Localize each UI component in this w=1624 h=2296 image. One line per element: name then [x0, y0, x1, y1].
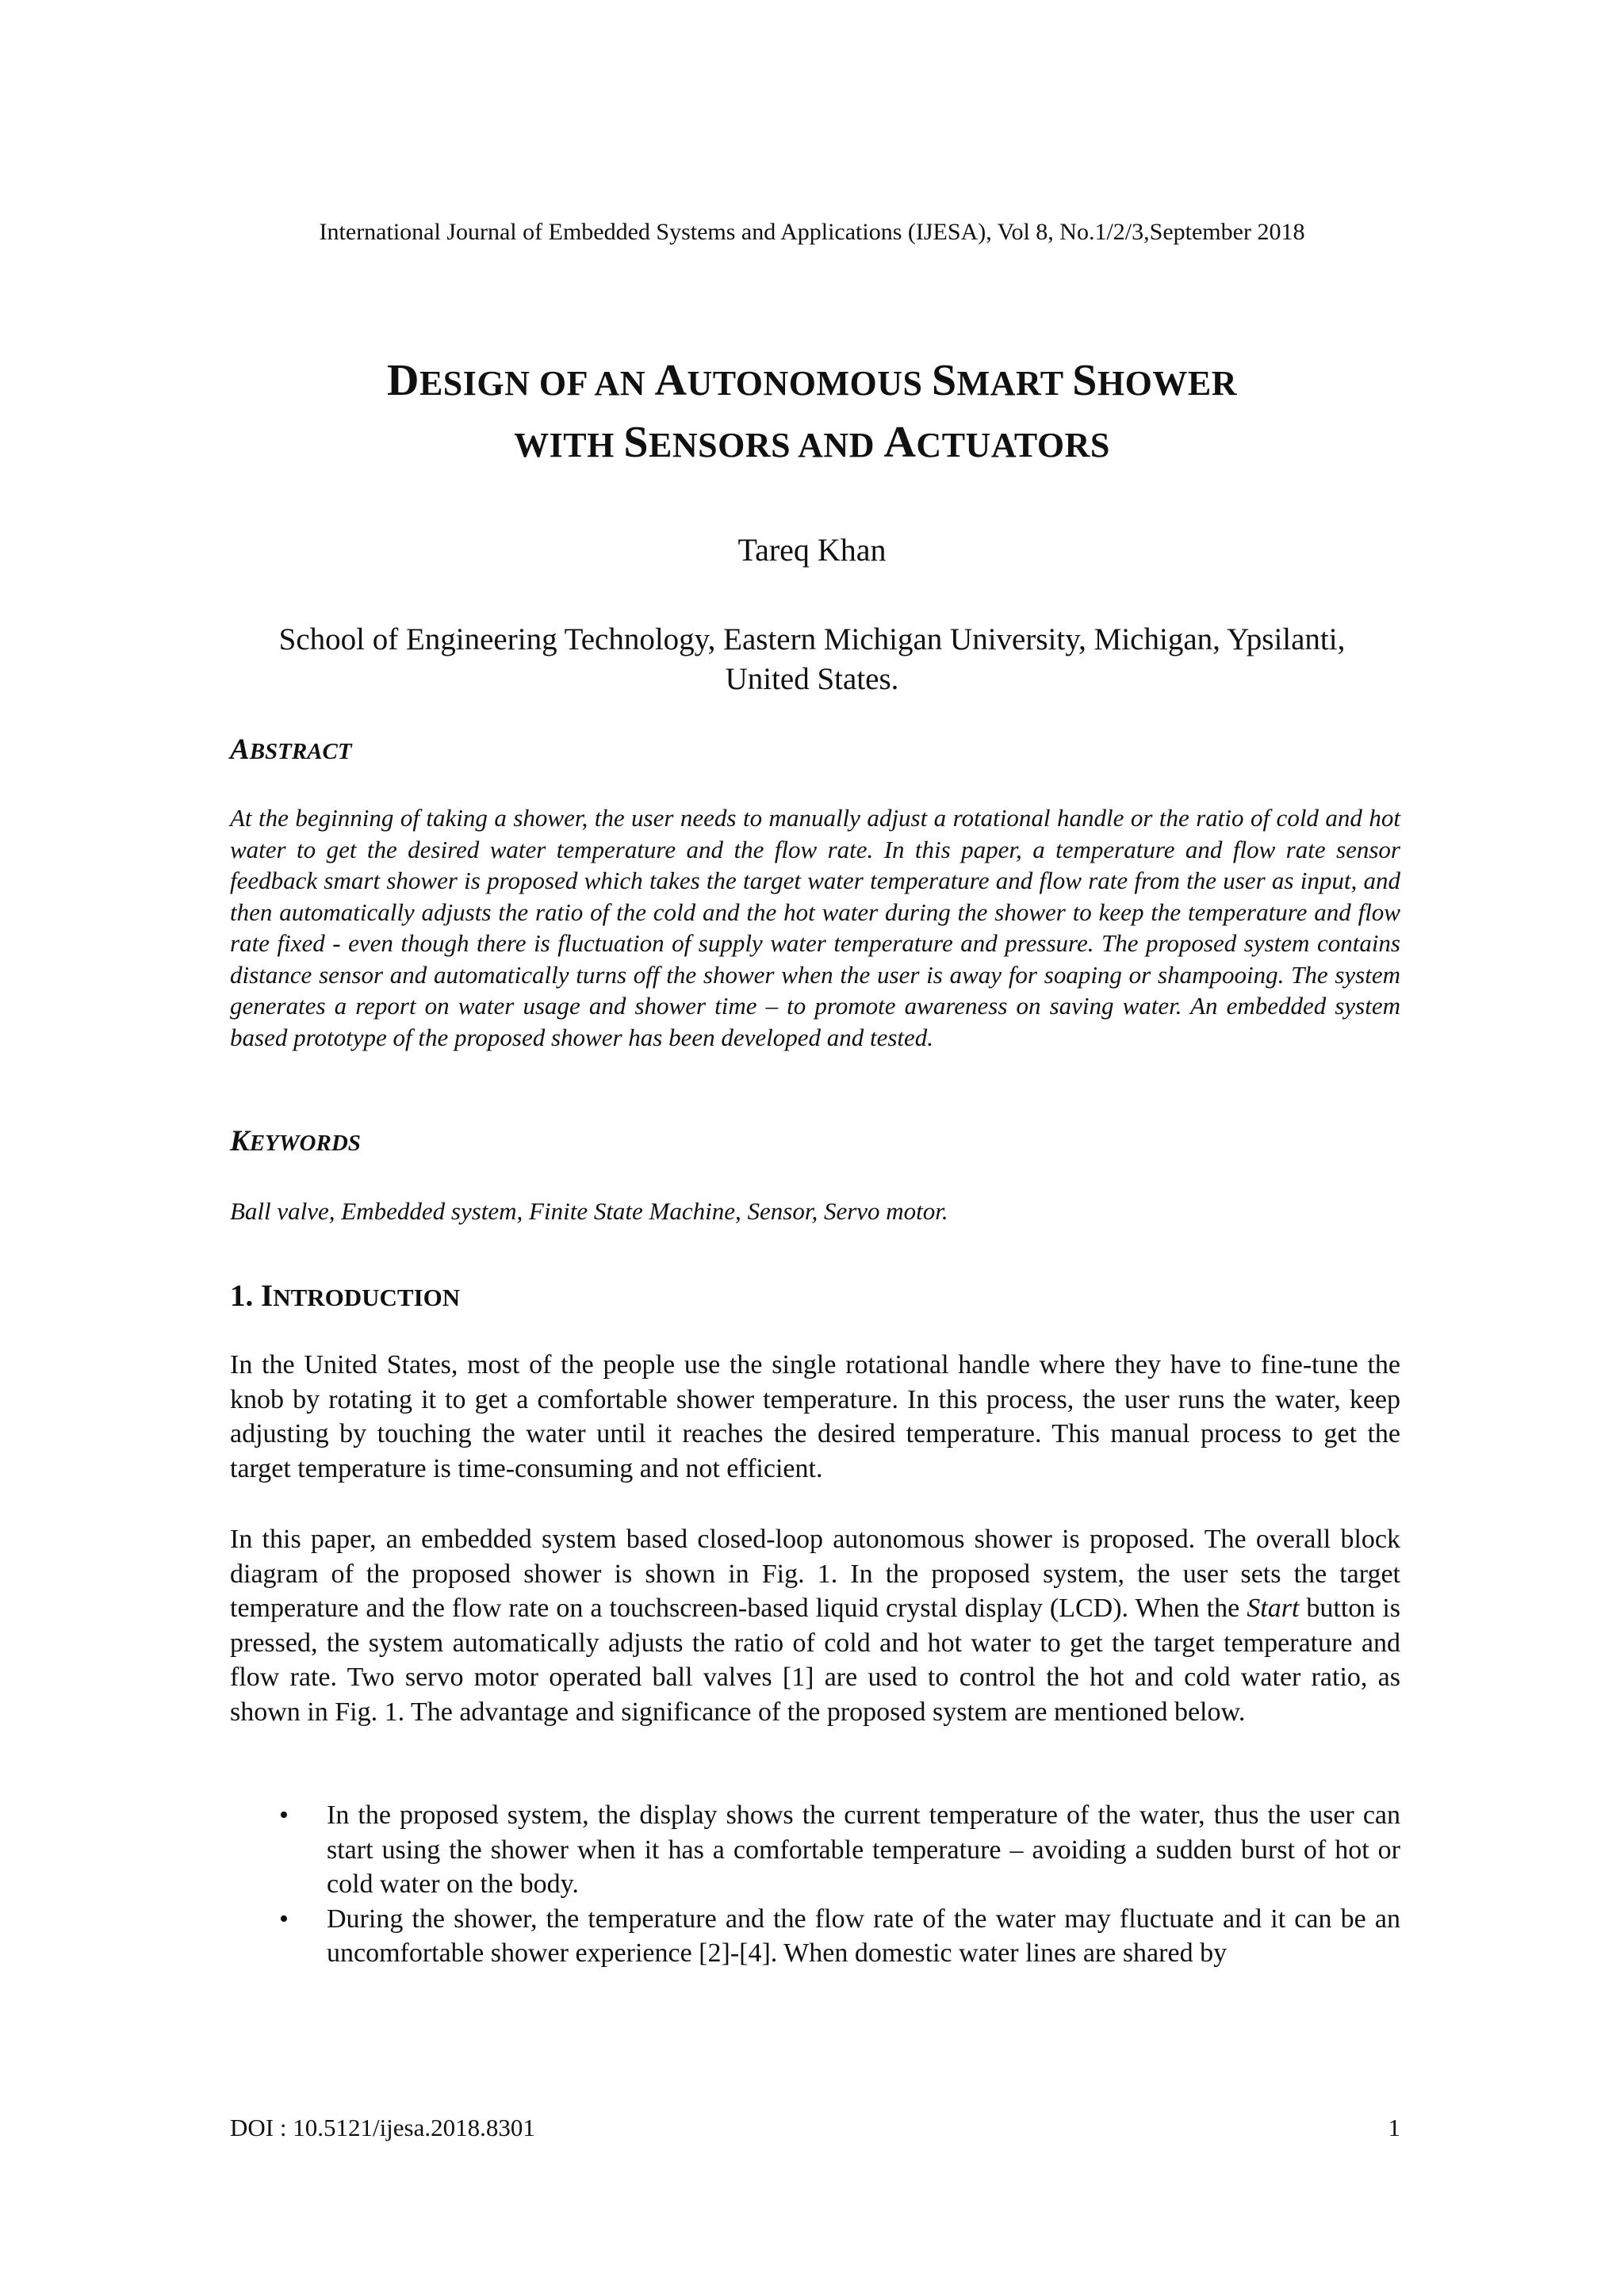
footer-doi: DOI : 10.5121/ijesa.2018.8301 — [230, 2114, 535, 2141]
abstract-heading: ABSTRACT — [230, 733, 352, 766]
bullet-icon: • — [279, 1904, 289, 1934]
title-word-2: AUTONOMOUS — [654, 356, 933, 405]
list-item: • In the proposed system, the display shows the current temperature of the water, thus the user can start using the shower when it has a comfortable temperature – avoiding a sudden burst of hot or cold water on the body. — [230, 1798, 1400, 1902]
title-word-7: ACTUATORS — [883, 418, 1110, 467]
author-affiliation: School of Engineering Technology, Eastern Michigan University, Michigan, Ypsilanti, United States. — [278, 622, 1346, 696]
keywords-heading: KEYWORDS — [230, 1125, 361, 1158]
advantages-list — [230, 1798, 1400, 1971]
paper-title-line-1 — [0, 355, 1624, 406]
keywords-text: Ball valve, Embedded system, Finite State Machine, Sensor, Servo motor. — [230, 1197, 948, 1225]
bullet-icon: • — [279, 1800, 289, 1830]
author-name: Tareq Khan — [737, 532, 887, 568]
introduction-paragraph-2: In this paper, an embedded system based closed-loop autonomous shower is proposed. The overall block diagram of the proposed shower is shown in Fig. 1. In the proposed system, the user sets the target temperature and the flow rate on a touchscreen-based liquid crystal display (LCD). When the Start button is pressed, the system automatically adjusts the ratio of cold and hot water to get the target temperature and flow rate. Two servo motor operated ball valves [1] are used to control the hot and cold water ratio, as shown in Fig. 1. The advantage and significance of the proposed system are mentioned below. — [230, 1525, 1400, 1727]
page-number: 1 — [1388, 2114, 1400, 2141]
title-word-5: WITH — [514, 426, 624, 465]
title-word-3: SMART — [932, 356, 1073, 405]
title-word-6: SENSORS AND — [623, 418, 884, 467]
journal-header: International Journal of Embedded Systems and Applications (IJESA), Vol 8, No.1/2/3,September 2018 — [319, 219, 1305, 245]
introduction-heading: 1. INTRODUCTION — [230, 1279, 461, 1313]
title-word-1: DESIGN OF AN — [387, 356, 655, 405]
paper-title-line-2 — [0, 417, 1624, 468]
introduction-paragraph-1: In the United States, most of the people use the single rotational handle where they have to fine-tune the knob by rotating it to get a comfortable shower temperature. In this process, the user runs the water, keep adjusting by touching the water until it reaches the desired temperature. This manual process to get the target temperature is time-consuming and not efficient. — [230, 1350, 1400, 1483]
list-item: • During the shower, the temperature and the flow rate of the water may fluctuate and it can be an uncomfortable shower experience [2]-[4]. When domestic water lines are shared by — [230, 1902, 1400, 1971]
title-word-4: SHOWER — [1072, 356, 1237, 405]
abstract-text: At the beginning of taking a shower, the user needs to manually adjust a rotational handle or the ratio of cold and hot water to get the desired water temperature and the flow rate. In this paper, a temperature and flow rate sensor feedback smart shower is proposed which takes the target water temperature and flow rate from the user as input, and then automatically adjusts the ratio of the cold and the hot water during the shower to keep the temperature and flow rate fixed - even though there is fluctuation of supply water temperature and pressure. The proposed system contains distance sensor and automatically turns off the shower when the user is away for soaping or shampooing. The system generates a report on water usage and shower time – to promote awareness on saving water. An embedded system based prototype of the proposed shower has been developed and tested. — [230, 804, 1400, 1051]
start-button-term: Start — [1247, 1594, 1300, 1624]
